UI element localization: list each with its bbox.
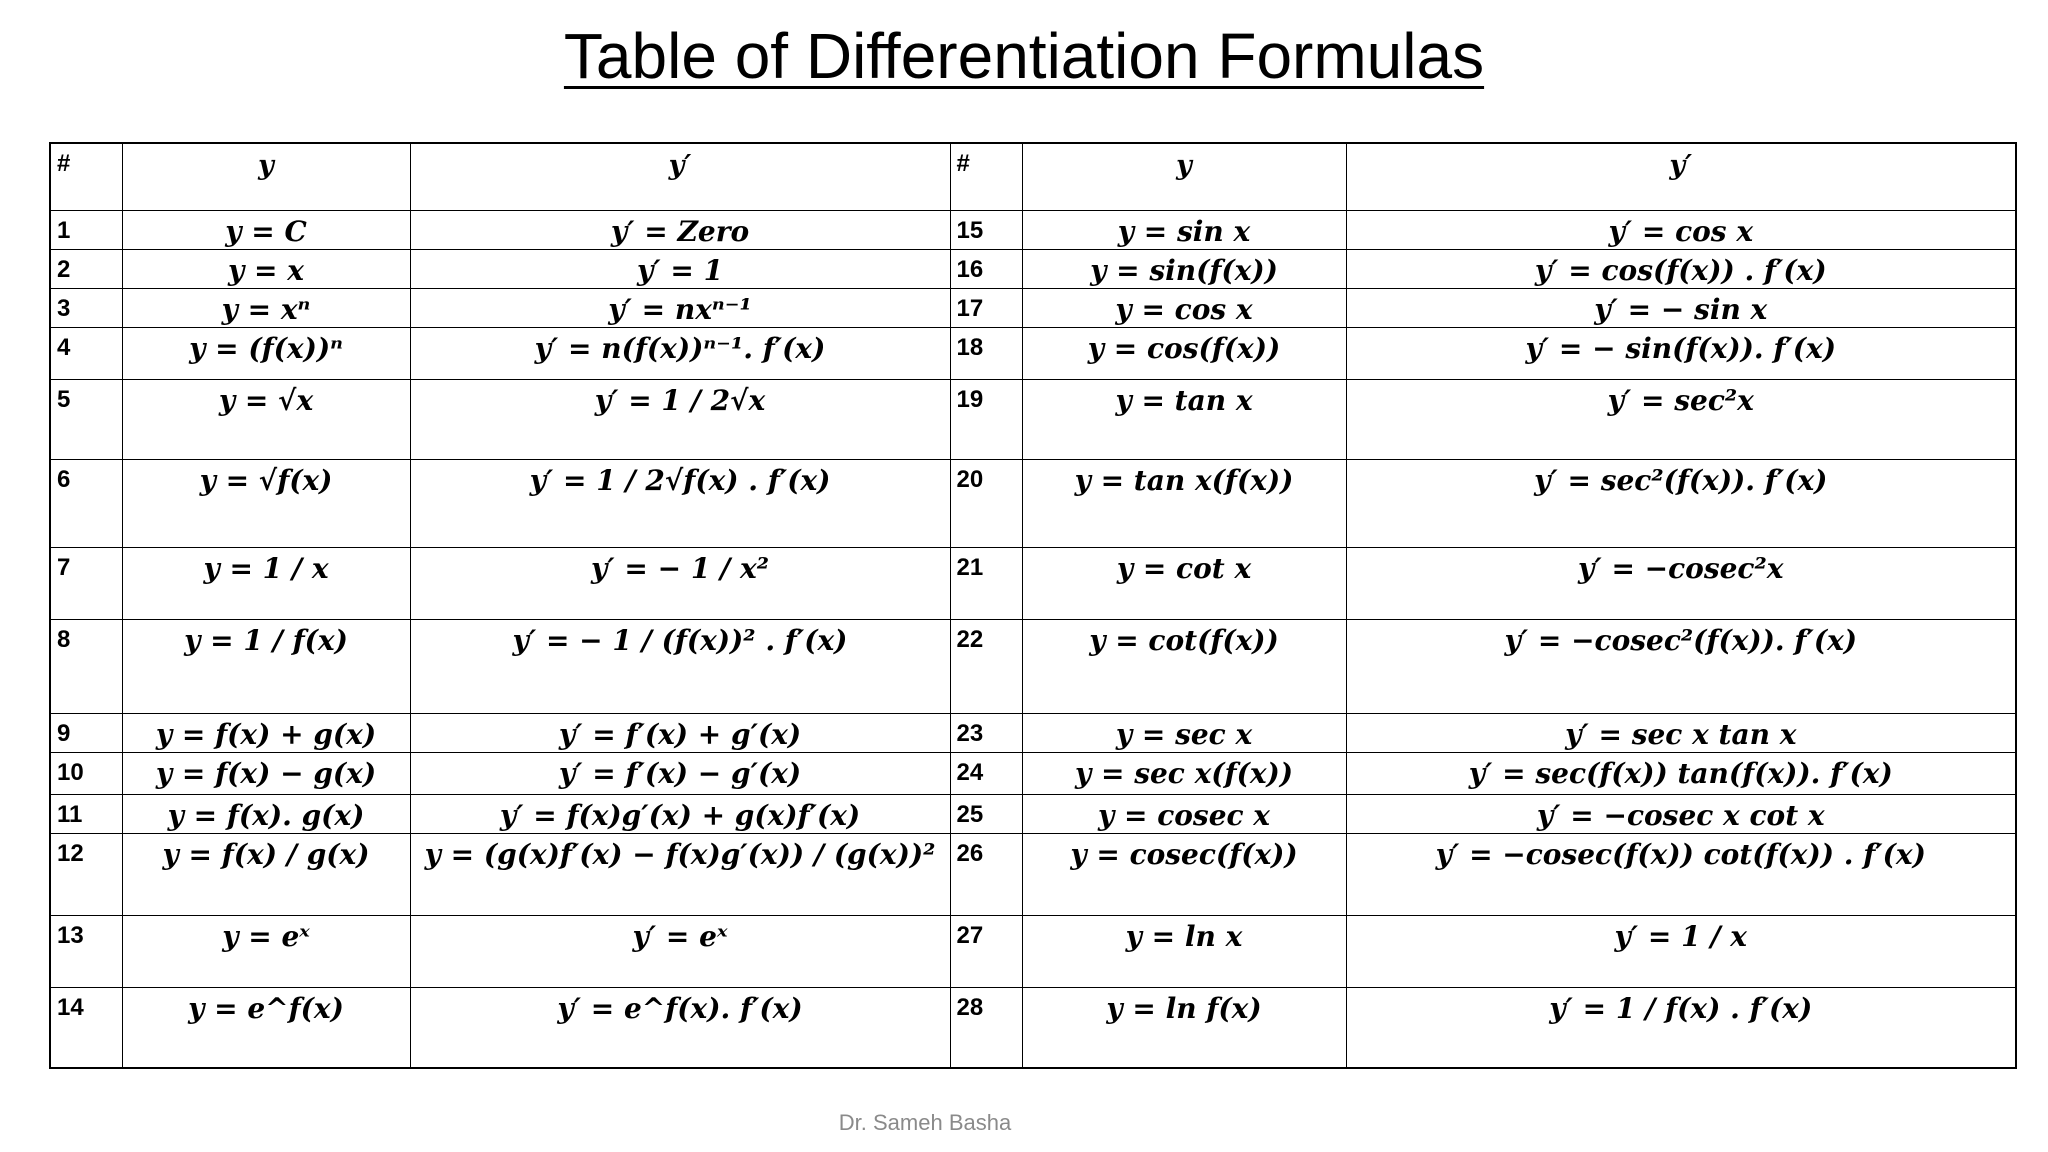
derivative-yprime: y′ = nxⁿ⁻¹ (410, 289, 950, 328)
function-y-2: y = tan x(f(x)) (1022, 460, 1346, 548)
function-y: y = f(x). g(x) (122, 795, 410, 834)
table-row (50, 916, 2016, 988)
function-y-2: y = sin x (1022, 211, 1346, 250)
row-number-2: 20 (950, 460, 1022, 548)
function-y-2: y = cosec(f(x)) (1022, 834, 1346, 916)
derivative-yprime-2: y′ = −cosec²(f(x)). f′(x) (1346, 620, 2016, 714)
derivative-yprime-2: y′ = sec²x (1346, 380, 2016, 460)
function-y: y = √f(x) (122, 460, 410, 548)
derivative-yprime-2: y′ = sec x tan x (1346, 714, 2016, 753)
derivative-yprime-2: y′ = cos x (1346, 211, 2016, 250)
row-number: 3 (50, 289, 122, 328)
function-y: y = f(x) − g(x) (122, 753, 410, 795)
table-row (50, 211, 2016, 250)
function-y: y = √x (122, 380, 410, 460)
function-y: y = x (122, 250, 410, 289)
derivative-yprime: y′ = f(x)g′(x) + g(x)f′(x) (410, 795, 950, 834)
function-y-2: y = ln x (1022, 916, 1346, 988)
derivative-yprime-2: y′ = 1 / x (1346, 916, 2016, 988)
table-row (50, 834, 2016, 916)
header-yprime-2: y′ (1346, 143, 2016, 211)
page-title (0, 18, 2048, 94)
function-y: y = C (122, 211, 410, 250)
table-row (50, 548, 2016, 620)
header-yprime: y′ (410, 143, 950, 211)
derivative-yprime-2: y′ = −cosec(f(x)) cot(f(x)) . f′(x) (1346, 834, 2016, 916)
function-y-2: y = tan x (1022, 380, 1346, 460)
function-y: y = 1 / f(x) (122, 620, 410, 714)
row-number-2: 16 (950, 250, 1022, 289)
function-y-2: y = sin(f(x)) (1022, 250, 1346, 289)
function-y-2: y = sec x(f(x)) (1022, 753, 1346, 795)
derivative-yprime-2: y′ = −cosec²x (1346, 548, 2016, 620)
row-number: 8 (50, 620, 122, 714)
row-number-2: 26 (950, 834, 1022, 916)
row-number: 9 (50, 714, 122, 753)
function-y-2: y = sec x (1022, 714, 1346, 753)
row-number: 5 (50, 380, 122, 460)
row-number-2: 21 (950, 548, 1022, 620)
derivative-yprime: y′ = f′(x) − g′(x) (410, 753, 950, 795)
table-row (50, 380, 2016, 460)
table-row (50, 250, 2016, 289)
row-number: 12 (50, 834, 122, 916)
table-row (50, 328, 2016, 380)
row-number: 6 (50, 460, 122, 548)
derivative-yprime: y′ = f′(x) + g′(x) (410, 714, 950, 753)
row-number: 7 (50, 548, 122, 620)
footer-author: Dr. Sameh Basha (838, 1110, 1012, 1135)
function-y: y = 1 / x (122, 548, 410, 620)
row-number-2: 18 (950, 328, 1022, 380)
derivative-yprime: y′ = 1 / 2√f(x) . f′(x) (410, 460, 950, 548)
row-number-2: 15 (950, 211, 1022, 250)
function-y: y = f(x) + g(x) (122, 714, 410, 753)
function-y-2: y = cot(f(x)) (1022, 620, 1346, 714)
row-number-2: 24 (950, 753, 1022, 795)
derivative-yprime: y′ = n(f(x))ⁿ⁻¹. f′(x) (410, 328, 950, 380)
function-y-2: y = cosec x (1022, 795, 1346, 834)
derivative-yprime-2: y′ = sec²(f(x)). f′(x) (1346, 460, 2016, 548)
function-y: y = xⁿ (122, 289, 410, 328)
derivative-yprime: y′ = eˣ (410, 916, 950, 988)
formula-table (49, 142, 2017, 1069)
row-number-2: 23 (950, 714, 1022, 753)
table-row (50, 795, 2016, 834)
row-number: 11 (50, 795, 122, 834)
derivative-yprime: y′ = 1 / 2√x (410, 380, 950, 460)
function-y-2: y = cos(f(x)) (1022, 328, 1346, 380)
derivative-yprime-2: y′ = − sin(f(x)). f′(x) (1346, 328, 2016, 380)
table-header-row (50, 143, 2016, 211)
header-y: y (122, 143, 410, 211)
title-text: Table of Differentiation Formulas (563, 20, 1485, 92)
row-number-2: 22 (950, 620, 1022, 714)
function-y: y = f(x) / g(x) (122, 834, 410, 916)
derivative-yprime-2: y′ = − sin x (1346, 289, 2016, 328)
row-number: 13 (50, 916, 122, 988)
row-number: 1 (50, 211, 122, 250)
function-y-2: y = cos x (1022, 289, 1346, 328)
row-number-2: 28 (950, 988, 1022, 1068)
row-number-2: 25 (950, 795, 1022, 834)
derivative-yprime-2: y′ = −cosec x cot x (1346, 795, 2016, 834)
function-y: y = eˣ (122, 916, 410, 988)
derivative-yprime: y = (g(x)f′(x) − f(x)g′(x)) / (g(x))² (410, 834, 950, 916)
row-number: 10 (50, 753, 122, 795)
table-row (50, 460, 2016, 548)
function-y-2: y = cot x (1022, 548, 1346, 620)
header-num: # (50, 143, 122, 211)
derivative-yprime-2: y′ = cos(f(x)) . f′(x) (1346, 250, 2016, 289)
row-number-2: 27 (950, 916, 1022, 988)
derivative-yprime-2: y′ = sec(f(x)) tan(f(x)). f′(x) (1346, 753, 2016, 795)
function-y: y = (f(x))ⁿ (122, 328, 410, 380)
row-number-2: 19 (950, 380, 1022, 460)
header-num-2: # (950, 143, 1022, 211)
table-row (50, 988, 2016, 1068)
table-row (50, 620, 2016, 714)
derivative-yprime: y′ = − 1 / (f(x))² . f′(x) (410, 620, 950, 714)
function-y-2: y = ln f(x) (1022, 988, 1346, 1068)
derivative-yprime: y′ = 1 (410, 250, 950, 289)
derivative-yprime: y′ = Zero (410, 211, 950, 250)
table-row (50, 753, 2016, 795)
derivative-yprime: y′ = e^f(x). f′(x) (410, 988, 950, 1068)
header-y-2: y (1022, 143, 1346, 211)
row-number: 2 (50, 250, 122, 289)
table-row (50, 714, 2016, 753)
function-y: y = e^f(x) (122, 988, 410, 1068)
derivative-yprime: y′ = − 1 / x² (410, 548, 950, 620)
table-row (50, 289, 2016, 328)
row-number: 14 (50, 988, 122, 1068)
row-number: 4 (50, 328, 122, 380)
row-number-2: 17 (950, 289, 1022, 328)
derivative-yprime-2: y′ = 1 / f(x) . f′(x) (1346, 988, 2016, 1068)
